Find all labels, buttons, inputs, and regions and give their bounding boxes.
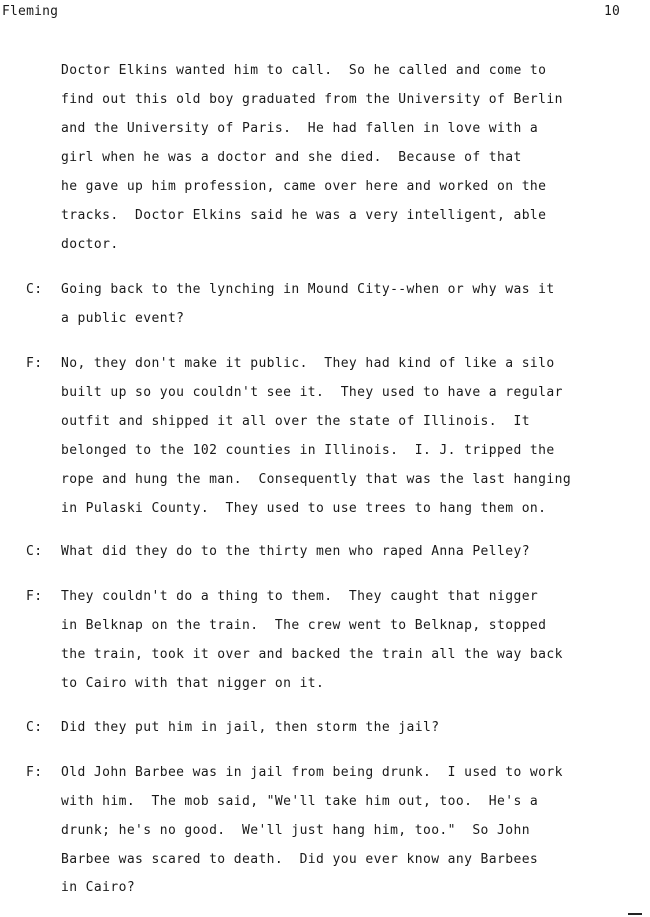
page-number: 10: [603, 4, 620, 19]
transcript-line: They couldn't do a thing to them. They caught that nigger: [61, 589, 539, 604]
speaker-label: F:: [26, 765, 43, 780]
transcript-line: to Cairo with that nigger on it.: [61, 676, 325, 691]
transcript-line: in Cairo?: [61, 880, 136, 895]
transcript-line: outfit and shipped it all over the state of Illinois. It: [61, 414, 530, 429]
transcript-line: in Belknap on the train. The crew went to Belknap, stopped: [61, 618, 547, 633]
transcript-line: the train, took it over and backed the train all the way back: [61, 647, 563, 662]
transcript-line: rope and hung the man. Consequently that was the last hanging: [61, 472, 572, 487]
transcript-line: girl when he was a doctor and she died. Because of that: [61, 150, 522, 165]
transcript-line: tracks. Doctor Elkins said he was a very intelligent, able: [61, 208, 547, 223]
transcript-line: and the University of Paris. He had fallen in love with a: [61, 121, 539, 136]
scan-mark: [628, 913, 642, 915]
speaker-label: F:: [26, 356, 43, 371]
speaker-label: C:: [26, 720, 43, 735]
transcript-line: No, they don't make it public. They had kind of like a silo: [61, 356, 555, 371]
transcript-line: drunk; he's no good. We'll just hang him, too." So John: [61, 823, 530, 838]
transcript-line: built up so you couldn't see it. They used to have a regular: [61, 385, 563, 400]
transcript-line: Doctor Elkins wanted him to call. So he called and come to: [61, 63, 547, 78]
transcript-line: Barbee was scared to death. Did you ever know any Barbees: [61, 852, 539, 867]
speaker-label: F:: [26, 589, 43, 604]
transcript-line: in Pulaski County. They used to use trees to hang them on.: [61, 501, 547, 516]
transcript-line: he gave up him profession, came over here and worked on the: [61, 179, 547, 194]
transcript-line: a public event?: [61, 311, 185, 326]
interviewee-name: Fleming: [2, 4, 59, 19]
transcript-line: Did they put him in jail, then storm the jail?: [61, 720, 440, 735]
transcript-line: What did they do to the thirty men who raped Anna Pelley?: [61, 544, 530, 559]
transcript-line: doctor.: [61, 237, 119, 252]
transcript-line: belonged to the 102 counties in Illinois. I. J. tripped the: [61, 443, 555, 458]
transcript-line: find out this old boy graduated from the University of Berlin: [61, 92, 563, 107]
transcript-line: Going back to the lynching in Mound City--when or why was it: [61, 282, 555, 297]
speaker-label: C:: [26, 544, 43, 559]
transcript-line: Old John Barbee was in jail from being drunk. I used to work: [61, 765, 563, 780]
transcript-line: with him. The mob said, "We'll take him out, too. He's a: [61, 794, 539, 809]
speaker-label: C:: [26, 282, 43, 297]
